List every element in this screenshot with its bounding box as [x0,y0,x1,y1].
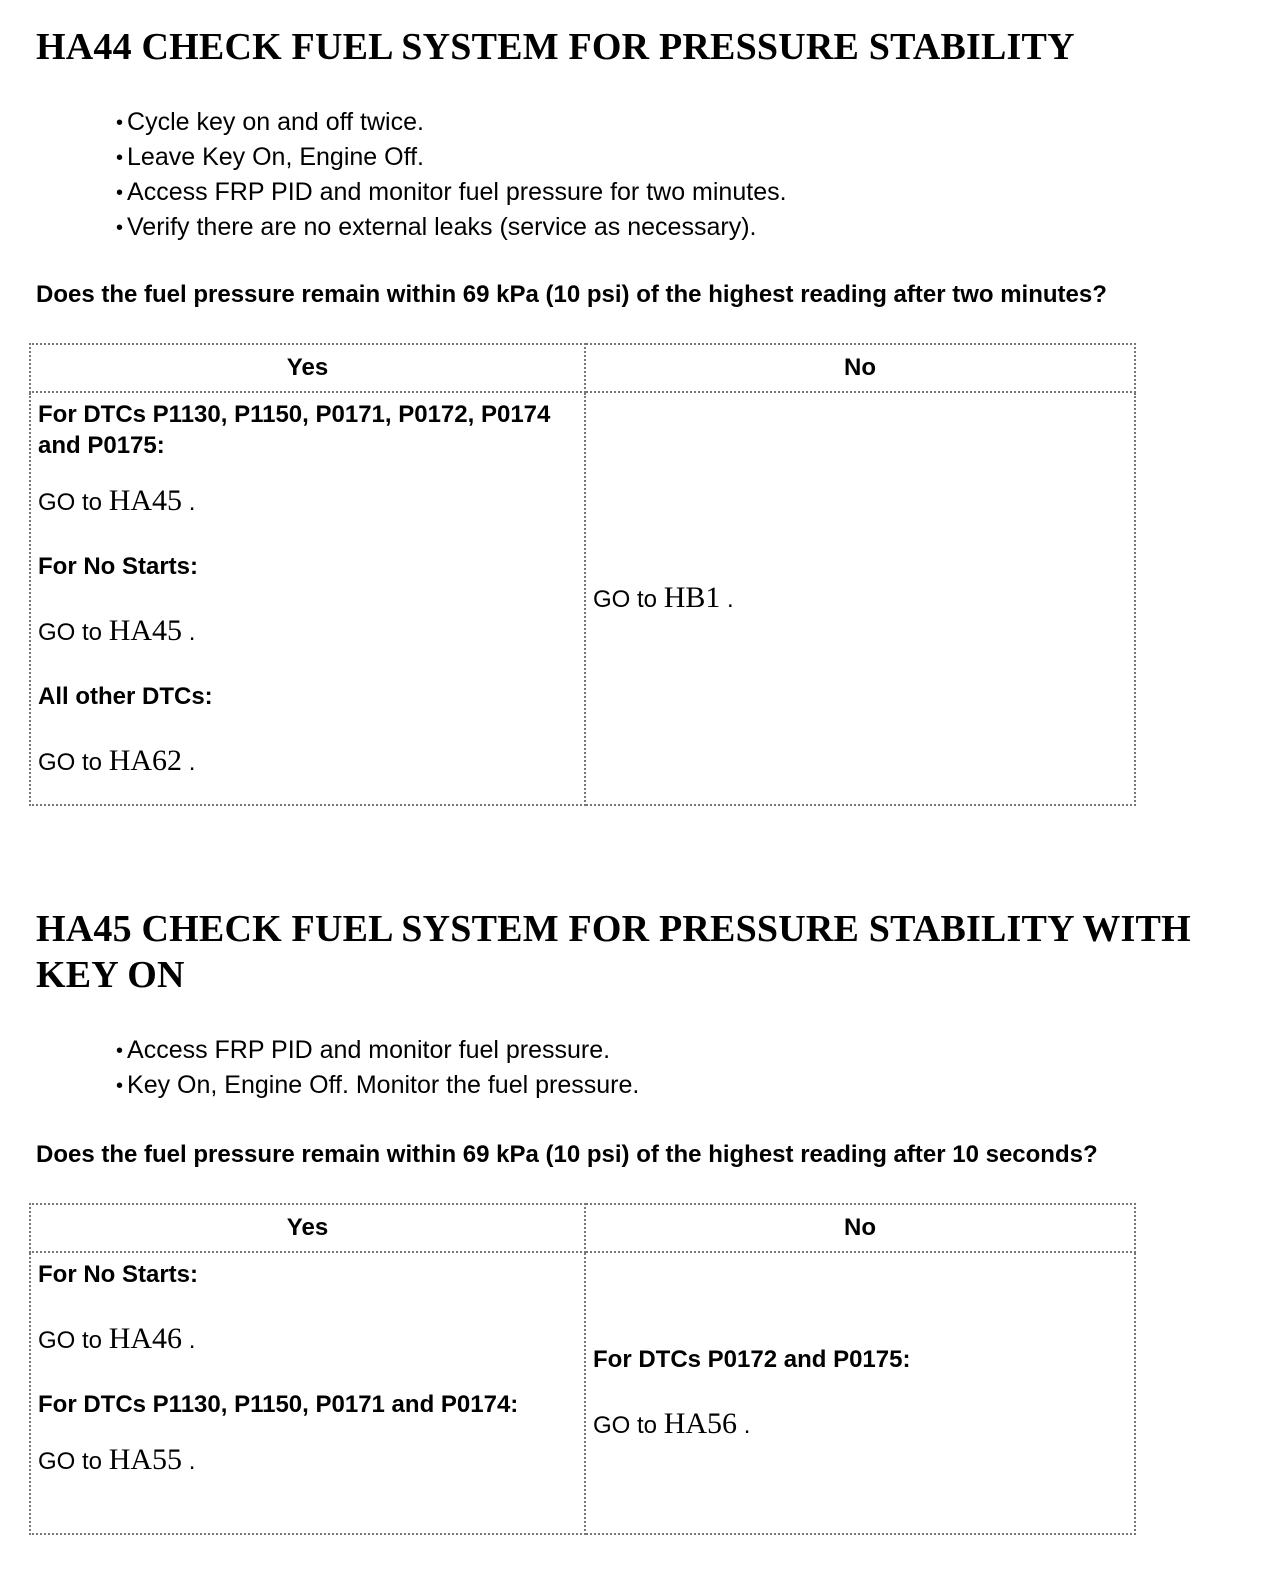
ha45-step-2: • Key On, Engine Off. Monitor the fuel pressure. [116,1069,639,1104]
ha45-yes-case-1-link-ha46[interactable]: HA46 [108,1322,183,1355]
ha44-no-goto: GO to HB1 . [593,580,734,614]
ha44-no-go-text: GO to [593,585,658,613]
ha45-answer-table [29,1203,1136,1535]
ha44-steps [116,106,787,246]
ha45-no-header: No [585,1204,1135,1252]
ha45-yes-case-1-goto: GO to HA46 . [38,1322,196,1355]
ha44-step-1: • Cycle key on and off twice. [116,106,787,141]
ha44-yes-case-1-go-text: GO to [38,489,103,516]
ha45-yes-case-2-go-text: GO to [38,1448,103,1475]
ha44-yes-case-2-label: For No Starts: [38,553,199,580]
ha45-no-go-text: GO to [593,1411,658,1439]
ha44-yes-case-3-go-text: GO to [38,749,103,776]
ha44-yes-case-1-link-ha45[interactable]: HA45 [108,484,183,517]
ha44-yes-case-2-link-ha45[interactable]: HA45 [108,614,183,647]
ha45-yes-case-2-label: For DTCs P1130, P1150, P0171 and P0174: [38,1391,519,1418]
ha45-yes-header: Yes [30,1204,585,1252]
ha45-title-line-2: KEY ON [36,954,185,996]
ha44-yes-cell [30,392,585,805]
ha45-no-label: For DTCs P0172 and P0175: [593,1345,911,1373]
ha44-yes-case-2-goto: GO to HA45 . [38,614,196,647]
ha44-no-header: No [585,344,1135,392]
ha45-yes-case-2-goto: GO to HA55 . [38,1443,196,1476]
ha45-step-1: • Access FRP PID and monitor fuel pressure. [116,1034,639,1069]
ha44-yes-case-3-link-ha62[interactable]: HA62 [108,744,183,777]
ha44-yes-case-1-goto: GO to HA45 . [38,484,196,517]
ha44-yes-case-1-label: For DTCs P1130, P1150, P0171, P0172, P0174 and P0175: [38,401,551,459]
ha44-yes-case-3-label: All other DTCs: [38,683,213,710]
ha45-title [36,906,1191,998]
ha45-yes-case-1-go-text: GO to [38,1327,103,1354]
ha45-steps [116,1034,639,1104]
ha44-yes-case-2-go-text: GO to [38,619,103,646]
ha45-no-goto: GO to HA56 . [593,1406,751,1440]
ha44-no-link-hb1[interactable]: HB1 [663,580,721,614]
ha44-step-2: • Leave Key On, Engine Off. [116,141,787,176]
ha44-title: HA44 CHECK FUEL SYSTEM FOR PRESSURE STABILITY [36,26,1075,68]
ha44-step-4: • Verify there are no external leaks (service as necessary). [116,211,787,246]
ha45-no-cell [585,1252,1135,1534]
ha44-yes-case-3-goto: GO to HA62 . [38,744,196,777]
ha45-title-line-1: HA45 CHECK FUEL SYSTEM FOR PRESSURE STABILITY WITH [36,908,1191,950]
ha44-answer-table [29,343,1136,806]
ha44-step-3: • Access FRP PID and monitor fuel pressure for two minutes. [116,176,787,211]
ha45-no-link-ha56[interactable]: HA56 [663,1406,738,1440]
ha44-yes-header: Yes [30,344,585,392]
ha44-no-cell [585,392,1135,805]
ha45-yes-case-2-link-ha55[interactable]: HA55 [108,1443,183,1476]
ha45-yes-cell [30,1252,585,1534]
ha45-question: Does the fuel pressure remain within 69 kPa (10 psi) of the highest reading after 10 seconds? [36,1141,1098,1168]
ha45-yes-case-1-label: For No Starts: [38,1261,199,1288]
ha44-question: Does the fuel pressure remain within 69 kPa (10 psi) of the highest reading after two minutes? [36,281,1107,308]
